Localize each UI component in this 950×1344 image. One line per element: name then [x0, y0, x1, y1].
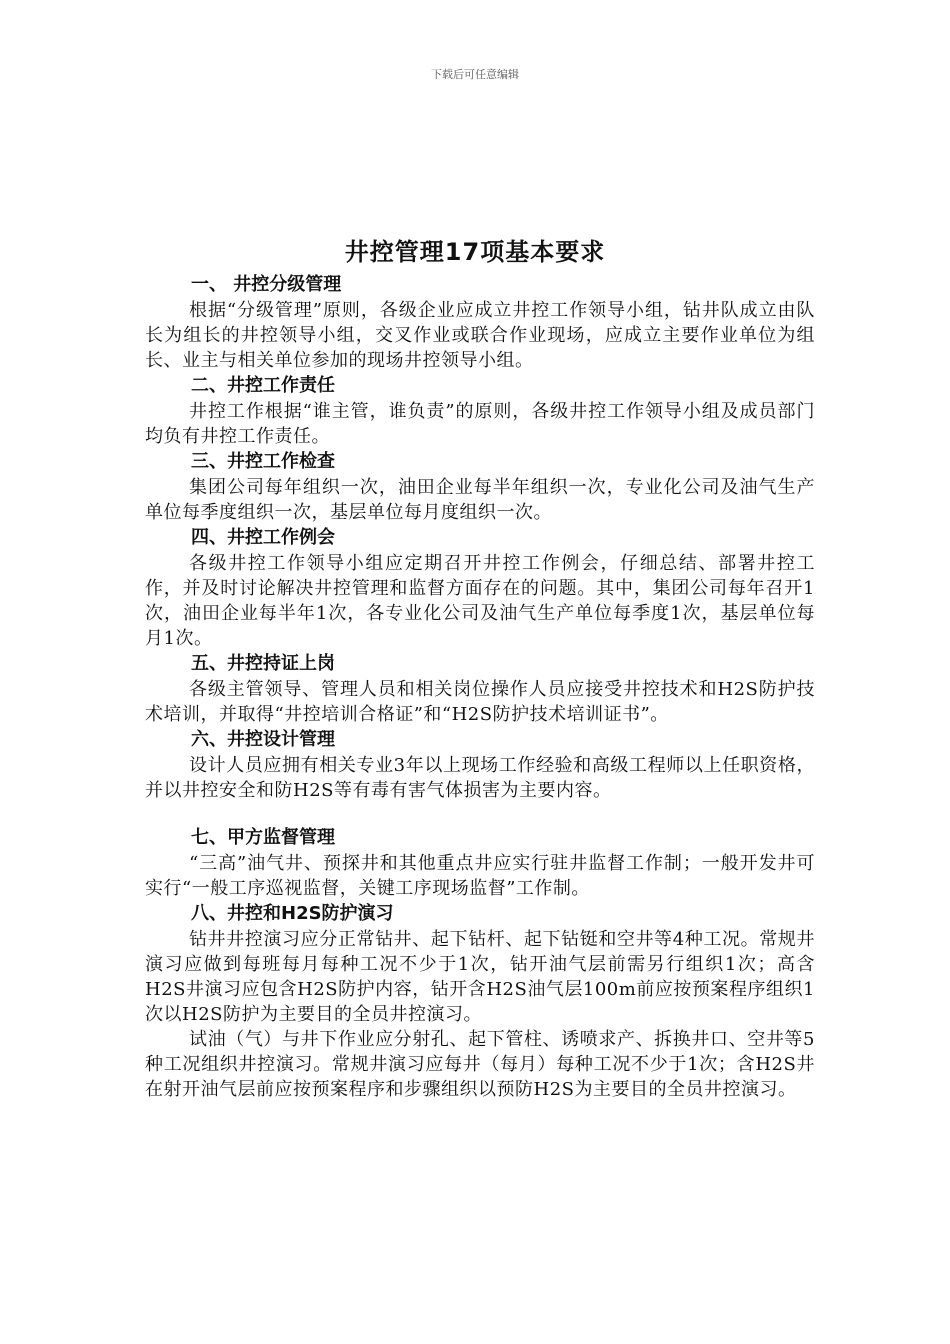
section-heading: 二、井控工作责任 — [191, 375, 335, 396]
section-paragraph: 各级井控工作领导小组应定期召开井控工作例会，仔细总结、部署井控工作，并及时讨论解决井控管理和监督方面存在的问题。其中，集团公司每年召开1次，油田企业每半年1次，各专业化公司及油气生产单位每季度1次，基层单位每月1次。 — [145, 553, 815, 649]
section-4 — [145, 525, 815, 651]
section-paragraph: 井控工作根据“谁主管，谁负责”的原则，各级井控工作领导小组及成员部门均负有井控工作责任。 — [145, 401, 815, 447]
section-paragraph: 集团公司每年组织一次，油田企业每半年组织一次，专业化公司及油气生产单位每季度组织一次，基层单位每月度组织一次。 — [145, 477, 815, 523]
section-heading: 五、井控持证上岗 — [191, 653, 335, 674]
section-2 — [145, 373, 815, 449]
section-paragraph: 各级主管领导、管理人员和相关岗位操作人员应接受井控技术和H2S防护技术培训，并取得“井控培训合格证”和“H2S防护技术培训证书”。 — [145, 679, 815, 725]
document-title: 井控管理17项基本要求 — [344, 238, 606, 266]
section-3 — [145, 449, 815, 525]
section-7 — [145, 825, 815, 901]
section-heading: 一、 井控分级管理 — [191, 274, 342, 295]
section-heading: 三、井控工作检查 — [191, 451, 335, 472]
section-paragraph: 钻井井控演习应分正常钻井、起下钻杆、起下钻铤和空井等4种工况。常规井演习应做到每班每月每种工况不少于1次，钻开油气层前需另行组织1次；高含H2S井演习应包含H2S防护内容，钻开含H2S油气层100m前应按预案程序组织1次以H2S防护为主要目的全员井控演习。 — [145, 929, 815, 1025]
section-5 — [145, 651, 815, 727]
section-heading: 八、井控和H2S防护演习 — [191, 903, 394, 924]
section-6 — [145, 727, 815, 803]
section-heading: 四、井控工作例会 — [191, 527, 335, 548]
section-paragraph: “三高”油气井、预探井和其他重点井应实行驻井监督工作制；一般开发井可实行“一般工序巡视监督，关键工序现场监督”工作制。 — [145, 853, 815, 899]
section-heading: 六、井控设计管理 — [191, 729, 335, 750]
spacer — [145, 803, 815, 825]
section-paragraph: 根据“分级管理”原则，各级企业应成立井控工作领导小组，钻井队成立由队长为组长的井控领导小组，交叉作业或联合作业现场，应成立主要作业单位为组长、业主与相关单位参加的现场井控领导小组。 — [145, 300, 815, 371]
section-paragraph: 设计人员应拥有相关专业3年以上现场工作经验和高级工程师以上任职资格，并以井控安全和防H2S等有毒有害气体损害为主要内容。 — [145, 755, 815, 801]
section-heading: 七、甲方监督管理 — [191, 827, 335, 848]
header-note: 下载后可任意编辑 — [431, 68, 519, 81]
section-8 — [145, 901, 815, 1102]
section-1 — [145, 272, 815, 373]
document-body — [145, 272, 815, 1102]
section-paragraph: 试油（气）与井下作业应分射孔、起下管柱、诱喷求产、拆换井口、空井等5种工况组织井控演习。常规井演习应每井（每月）每种工况不少于1次；含H2S井在射开油气层前应按预案程序和步骤组织以预防H2S为主要目的全员井控演习。 — [145, 1029, 815, 1100]
